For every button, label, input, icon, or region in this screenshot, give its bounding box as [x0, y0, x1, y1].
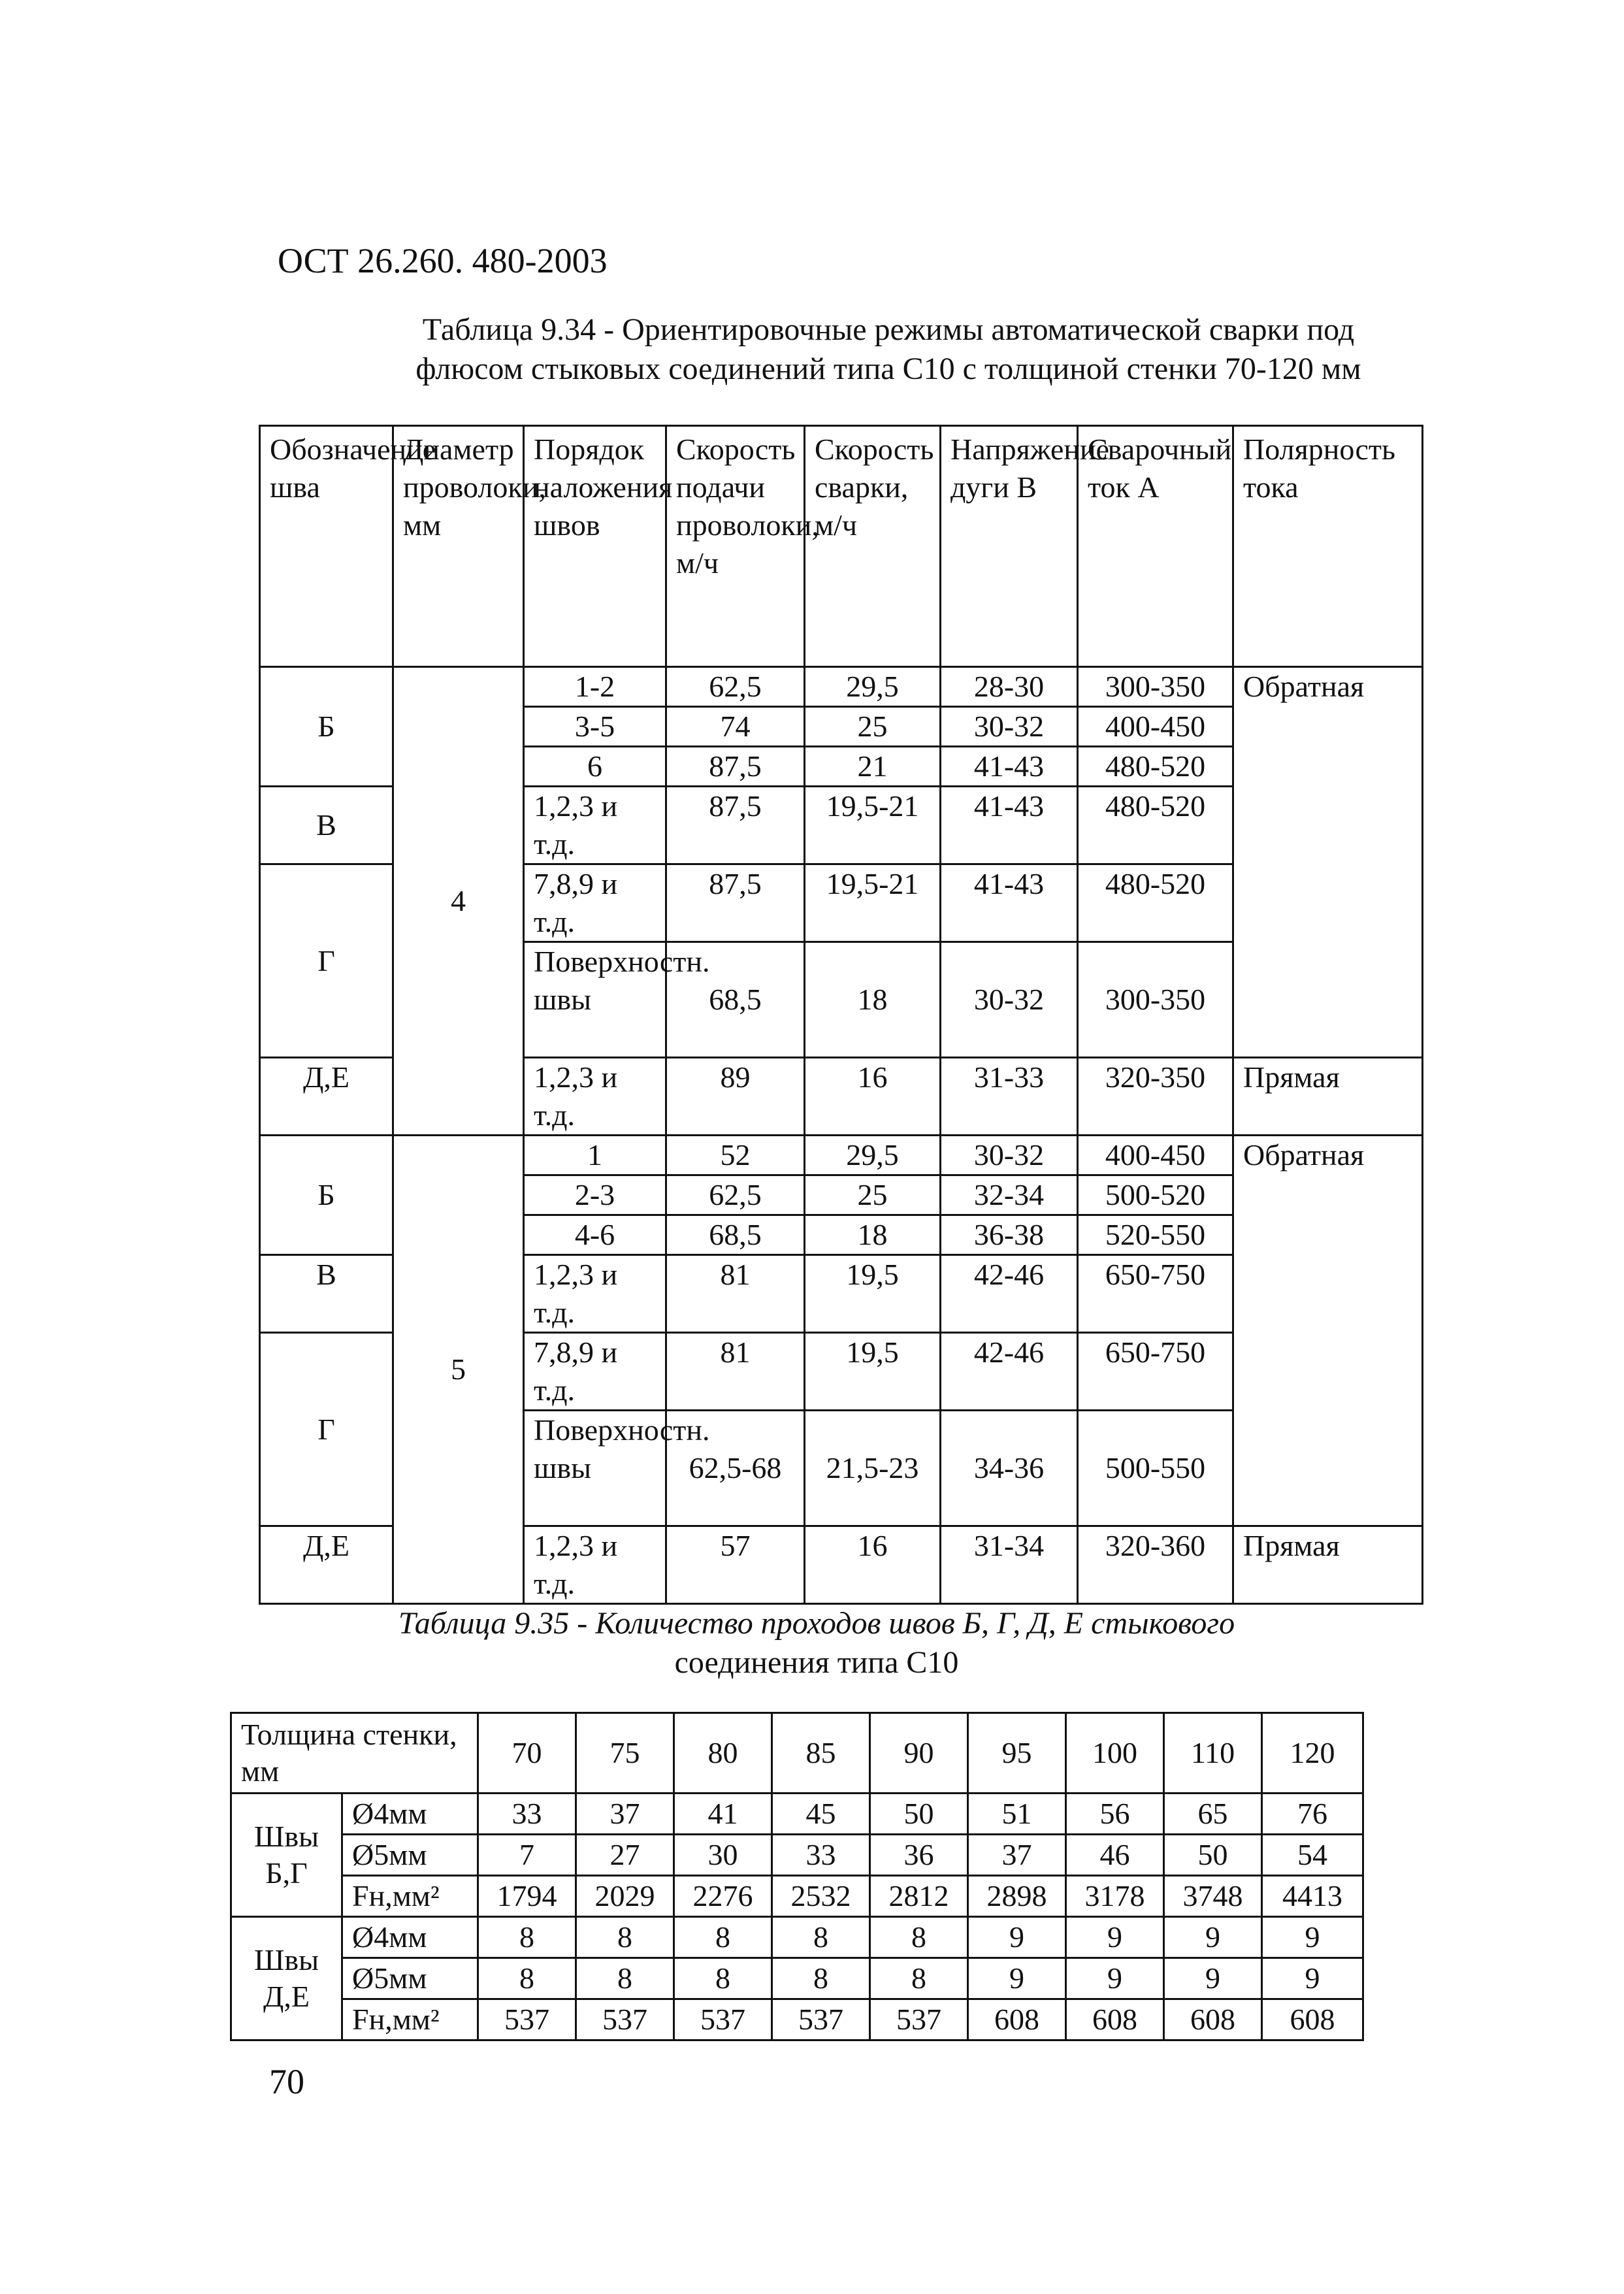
speed-cell: 16 — [805, 1058, 941, 1136]
order-cell: 1,2,3 и т.д. — [524, 1058, 666, 1136]
current-cell: 300-350 — [1078, 667, 1233, 707]
feed-cell: 62,5 — [666, 667, 805, 707]
feed-cell: 89 — [666, 1058, 805, 1136]
header-order: Порядок наложения швов — [524, 426, 666, 667]
param-cell: Ø5мм — [342, 1835, 478, 1876]
seam-group-label: Швы Д,Е — [231, 1917, 342, 2040]
value-cell: 2532 — [772, 1876, 870, 1917]
value-cell: 1794 — [478, 1876, 576, 1917]
value-cell: 8 — [772, 1958, 870, 1999]
voltage-cell: 31-34 — [941, 1526, 1078, 1604]
seam-cell: Г — [260, 1333, 393, 1526]
value-cell: 9 — [1262, 1917, 1363, 1958]
value-cell: 51 — [968, 1794, 1066, 1835]
voltage-cell: 32-34 — [941, 1175, 1078, 1215]
thickness-cell: 70 — [478, 1713, 576, 1794]
table-935-caption-line2: соединения типа С10 — [674, 1645, 959, 1680]
current-cell: 520-550 — [1078, 1215, 1233, 1255]
value-cell: 8 — [674, 1958, 772, 1999]
value-cell: 8 — [478, 1917, 576, 1958]
value-cell: 9 — [968, 1917, 1066, 1958]
value-cell: 537 — [478, 1999, 576, 2040]
current-cell: 400-450 — [1078, 707, 1233, 747]
value-cell: 608 — [1262, 1999, 1363, 2040]
value-cell: 3178 — [1066, 1876, 1164, 1917]
thickness-cell: 120 — [1262, 1713, 1363, 1794]
value-cell: 9 — [1164, 1917, 1262, 1958]
param-cell: Fн,мм² — [342, 1876, 478, 1917]
order-cell: 7,8,9 и т.д. — [524, 1333, 666, 1411]
current-cell: 320-350 — [1078, 1058, 1233, 1136]
feed-cell: 74 — [666, 707, 805, 747]
thickness-cell: 85 — [772, 1713, 870, 1794]
order-cell: 2-3 — [524, 1175, 666, 1215]
order-cell: 7,8,9 и т.д. — [524, 864, 666, 942]
value-cell: 37 — [968, 1835, 1066, 1876]
value-cell: 33 — [478, 1794, 576, 1835]
table-row — [231, 1958, 1363, 1999]
current-cell: 500-520 — [1078, 1175, 1233, 1215]
feed-cell: 81 — [666, 1333, 805, 1411]
value-cell: 537 — [772, 1999, 870, 2040]
document-code: ОСТ 26.260. 480-2003 — [278, 241, 608, 280]
value-cell: 2029 — [576, 1876, 674, 1917]
order-cell: 3-5 — [524, 707, 666, 747]
table-row — [260, 1136, 1423, 1175]
value-cell: 8 — [478, 1958, 576, 1999]
param-cell: Ø5мм — [342, 1958, 478, 1999]
value-cell: 608 — [1066, 1999, 1164, 2040]
header-feed-speed: Скорость подачи проволоки, м/ч — [666, 426, 805, 667]
voltage-cell: 34-36 — [941, 1411, 1078, 1526]
table-934 — [259, 425, 1423, 1605]
speed-cell: 25 — [805, 1175, 941, 1215]
value-cell: 2276 — [674, 1876, 772, 1917]
diameter-cell: 4 — [393, 667, 524, 1136]
current-cell: 650-750 — [1078, 1333, 1233, 1411]
speed-cell: 25 — [805, 707, 941, 747]
voltage-cell: 42-46 — [941, 1333, 1078, 1411]
header-diameter: Диаметр проволоки, мм — [393, 426, 524, 667]
voltage-cell: 28-30 — [941, 667, 1078, 707]
header-polarity: Полярность тока — [1233, 426, 1423, 667]
table-934-caption-line2: флюсом стыковых соединений типа С10 с толщиной стенки 70-120 мм — [415, 352, 1361, 386]
thickness-cell: 80 — [674, 1713, 772, 1794]
param-cell: Ø4мм — [342, 1917, 478, 1958]
page-number: 70 — [269, 2062, 304, 2101]
speed-cell: 19,5 — [805, 1333, 941, 1411]
param-cell: Fн,мм² — [342, 1999, 478, 2040]
thickness-row — [231, 1713, 1363, 1794]
polarity-cell: Прямая — [1233, 1058, 1423, 1136]
value-cell: 50 — [1164, 1835, 1262, 1876]
feed-cell: 87,5 — [666, 747, 805, 787]
speed-cell: 29,5 — [805, 667, 941, 707]
value-cell: 608 — [1164, 1999, 1262, 2040]
order-cell: 1,2,3 и т.д. — [524, 1526, 666, 1604]
value-cell: 50 — [870, 1794, 968, 1835]
current-cell: 480-520 — [1078, 787, 1233, 864]
current-cell: 480-520 — [1078, 864, 1233, 942]
polarity-cell: Обратная — [1233, 1136, 1423, 1526]
order-cell: 4-6 — [524, 1215, 666, 1255]
speed-cell: 21,5-23 — [805, 1411, 941, 1526]
feed-cell: 87,5 — [666, 787, 805, 864]
speed-cell: 16 — [805, 1526, 941, 1604]
feed-cell: 62,5 — [666, 1175, 805, 1215]
thickness-cell: 110 — [1164, 1713, 1262, 1794]
table-row — [231, 1876, 1363, 1917]
thickness-cell: 75 — [576, 1713, 674, 1794]
feed-cell: 57 — [666, 1526, 805, 1604]
value-cell: 2812 — [870, 1876, 968, 1917]
value-cell: 9 — [1066, 1917, 1164, 1958]
order-cell: 1-2 — [524, 667, 666, 707]
speed-cell: 19,5-21 — [805, 787, 941, 864]
value-cell: 8 — [576, 1917, 674, 1958]
value-cell: 9 — [968, 1958, 1066, 1999]
polarity-cell: Обратная — [1233, 667, 1423, 1058]
seam-cell: Б — [260, 667, 393, 787]
table-935-caption-line1: Таблица 9.35 - Количество проходов швов Б, Г, Д, Е стыкового — [398, 1606, 1235, 1641]
voltage-cell: 30-32 — [941, 707, 1078, 747]
current-cell: 400-450 — [1078, 1136, 1233, 1175]
seam-cell: Д,Е — [260, 1526, 393, 1604]
value-cell: 30 — [674, 1835, 772, 1876]
feed-cell: 81 — [666, 1255, 805, 1333]
value-cell: 33 — [772, 1835, 870, 1876]
table-row — [231, 1835, 1363, 1876]
polarity-cell: Прямая — [1233, 1526, 1423, 1604]
value-cell: 608 — [968, 1999, 1066, 2040]
seam-cell: Г — [260, 864, 393, 1058]
value-cell: 56 — [1066, 1794, 1164, 1835]
value-cell: 7 — [478, 1835, 576, 1876]
table-934-header-row — [260, 426, 1423, 667]
speed-cell: 19,5 — [805, 1255, 941, 1333]
seam-group-label: Швы Б,Г — [231, 1794, 342, 1917]
speed-cell: 29,5 — [805, 1136, 941, 1175]
value-cell: 45 — [772, 1794, 870, 1835]
voltage-cell: 41-43 — [941, 864, 1078, 942]
current-cell: 480-520 — [1078, 747, 1233, 787]
seam-cell: В — [260, 787, 393, 864]
speed-cell: 18 — [805, 1215, 941, 1255]
table-934-caption-line1: Таблица 9.34 - Ориентировочные режимы автоматической сварки под — [422, 312, 1355, 347]
current-cell: 650-750 — [1078, 1255, 1233, 1333]
value-cell: 27 — [576, 1835, 674, 1876]
speed-cell: 19,5-21 — [805, 864, 941, 942]
table-row — [231, 1917, 1363, 1958]
value-cell: 65 — [1164, 1794, 1262, 1835]
value-cell: 2898 — [968, 1876, 1066, 1917]
feed-cell: 68,5 — [666, 942, 805, 1058]
table-935-caption — [327, 1604, 1307, 1682]
feed-cell: 52 — [666, 1136, 805, 1175]
value-cell: 8 — [576, 1958, 674, 1999]
table-row — [231, 1999, 1363, 2040]
table-row — [260, 667, 1423, 707]
seam-cell: В — [260, 1255, 393, 1333]
order-cell: 1,2,3 и т.д. — [524, 787, 666, 864]
thickness-cell: 100 — [1066, 1713, 1164, 1794]
value-cell: 76 — [1262, 1794, 1363, 1835]
value-cell: 9 — [1262, 1958, 1363, 1999]
order-cell: 1 — [524, 1136, 666, 1175]
value-cell: 37 — [576, 1794, 674, 1835]
value-cell: 54 — [1262, 1835, 1363, 1876]
order-cell: 6 — [524, 747, 666, 787]
voltage-cell: 41-43 — [941, 787, 1078, 864]
table-row — [231, 1794, 1363, 1835]
thickness-label: Толщина стенки, мм — [231, 1713, 478, 1794]
voltage-cell: 41-43 — [941, 747, 1078, 787]
voltage-cell: 30-32 — [941, 1136, 1078, 1175]
feed-cell: 62,5-68 — [666, 1411, 805, 1526]
speed-cell: 18 — [805, 942, 941, 1058]
thickness-cell: 95 — [968, 1713, 1066, 1794]
seam-cell: Д,Е — [260, 1058, 393, 1136]
diameter-cell: 5 — [393, 1136, 524, 1604]
value-cell: 8 — [870, 1917, 968, 1958]
voltage-cell: 30-32 — [941, 942, 1078, 1058]
header-weld-speed: Скорость сварки, м/ч — [805, 426, 941, 667]
current-cell: 300-350 — [1078, 942, 1233, 1058]
header-current: Сварочный ток А — [1078, 426, 1233, 667]
order-cell: Поверхностн. швы — [524, 942, 666, 1058]
value-cell: 9 — [1066, 1958, 1164, 1999]
seam-cell: Б — [260, 1136, 393, 1255]
order-cell: 1,2,3 и т.д. — [524, 1255, 666, 1333]
value-cell: 8 — [772, 1917, 870, 1958]
value-cell: 537 — [870, 1999, 968, 2040]
thickness-cell: 90 — [870, 1713, 968, 1794]
header-seam: Обозначение шва — [260, 426, 393, 667]
speed-cell: 21 — [805, 747, 941, 787]
param-cell: Ø4мм — [342, 1794, 478, 1835]
value-cell: 46 — [1066, 1835, 1164, 1876]
order-cell: Поверхностн. швы — [524, 1411, 666, 1526]
value-cell: 36 — [870, 1835, 968, 1876]
table-934-caption — [366, 310, 1411, 389]
voltage-cell: 36-38 — [941, 1215, 1078, 1255]
value-cell: 537 — [674, 1999, 772, 2040]
value-cell: 4413 — [1262, 1876, 1363, 1917]
feed-cell: 87,5 — [666, 864, 805, 942]
value-cell: 537 — [576, 1999, 674, 2040]
value-cell: 9 — [1164, 1958, 1262, 1999]
current-cell: 500-550 — [1078, 1411, 1233, 1526]
voltage-cell: 31-33 — [941, 1058, 1078, 1136]
value-cell: 8 — [870, 1958, 968, 1999]
value-cell: 41 — [674, 1794, 772, 1835]
table-935 — [230, 1712, 1364, 2041]
header-voltage: Напряжение дуги В — [941, 426, 1078, 667]
value-cell: 3748 — [1164, 1876, 1262, 1917]
current-cell: 320-360 — [1078, 1526, 1233, 1604]
feed-cell: 68,5 — [666, 1215, 805, 1255]
voltage-cell: 42-46 — [941, 1255, 1078, 1333]
value-cell: 8 — [674, 1917, 772, 1958]
